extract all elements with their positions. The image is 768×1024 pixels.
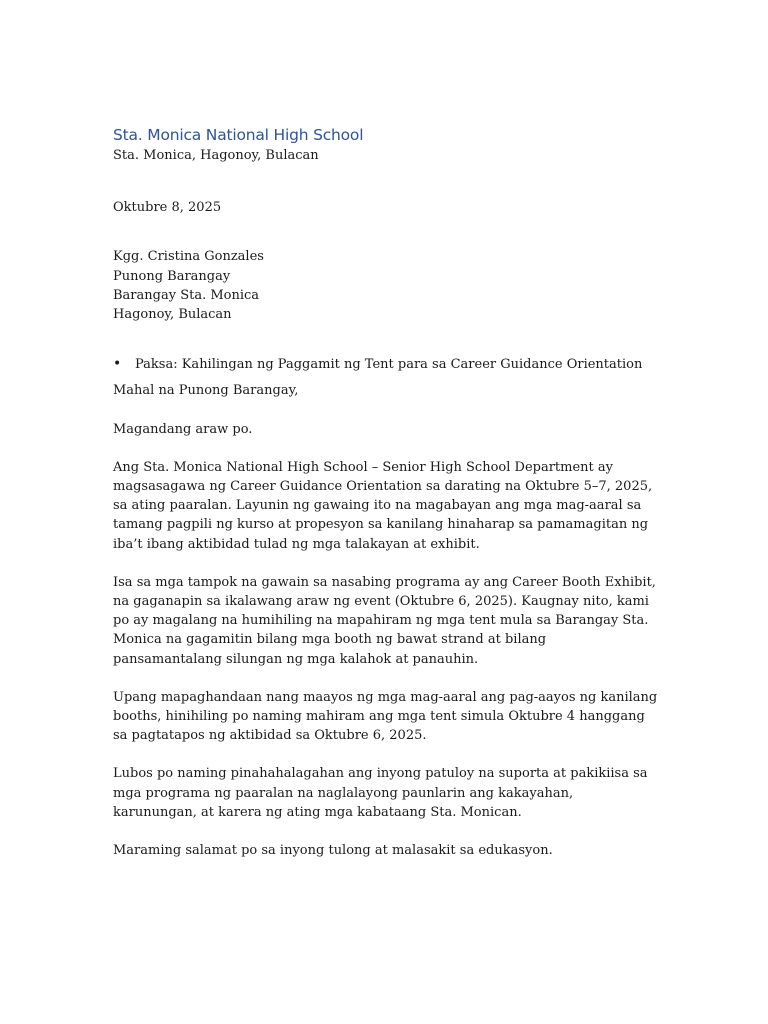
greeting: Magandang araw po. [113, 421, 253, 437]
recipient-location: Hagonoy, Bulacan [113, 307, 232, 323]
subject-list [113, 355, 658, 374]
school-name-heading: Sta. Monica National High School [113, 126, 364, 144]
body-paragraph-1: Ang Sta. Monica National High School – Senior High School Department ay magsasagawa ng Career Guidance Orientation sa darating na Oktubre 5–7, 2025, sa ating paaralan. Layunin ng gawaing ito na magabayan ang mga mag-aaral sa tamang pagpili ng kurso at propesyon sa kanilang hinaharap sa pamamagitan ng iba’t ibang aktibidad tulad ng mga talakayan at exhibit. [113, 459, 653, 552]
body-paragraph-2: Isa sa mga tampok na gawain sa nasabing programa ay ang Career Booth Exhibit, na gaganapin sa ikalawang araw ng event (Oktubre 6, 2025). Kaugnay nito, kami po ay magalang na humihiling na mapahiram ng mga tent mula sa Barangay Sta. Monica na gagamitin bilang mga booth ng bawat strand at bilang pansamantalang silungan ng mga kalahok at panauhin. [113, 574, 656, 667]
subject-text: Paksa: Kahilingan ng Paggamit ng Tent para sa Career Guidance Orientation [135, 357, 643, 373]
closing-paragraph: Maraming salamat po sa inyong tulong at malasakit sa edukasyon. [113, 843, 553, 859]
body-paragraph-4: Lubos po naming pinahahalagahan ang inyong patuloy na suporta at pakikiisa sa mga programa ng paaralan na naglalayong paunlarin ang kakayahan, karunungan, at karera ng ating mga kabataang Sta. Monican. [113, 766, 648, 820]
body-paragraph-3: Upang mapaghandaan nang maayos ng mga mag-aaral ang pag-aayos ng kanilang booths, hinihiling po naming mahiram ang mga tent simula Oktubre 4 hanggang sa pagtatapos ng aktibidad sa Oktubre 6, 2025. [113, 689, 658, 744]
letter-body [113, 124, 658, 860]
recipient-block [113, 247, 658, 324]
recipient-office: Barangay Sta. Monica [113, 287, 260, 303]
salutation: Mahal na Punong Barangay, [113, 383, 299, 399]
letter-date: Oktubre 8, 2025 [113, 200, 222, 216]
recipient-title: Punong Barangay [113, 268, 231, 284]
bullet-icon: • [113, 356, 122, 373]
school-address: Sta. Monica, Hagonoy, Bulacan [113, 148, 319, 163]
recipient-name: Kgg. Cristina Gonzales [113, 249, 264, 265]
subject-line [113, 355, 658, 374]
